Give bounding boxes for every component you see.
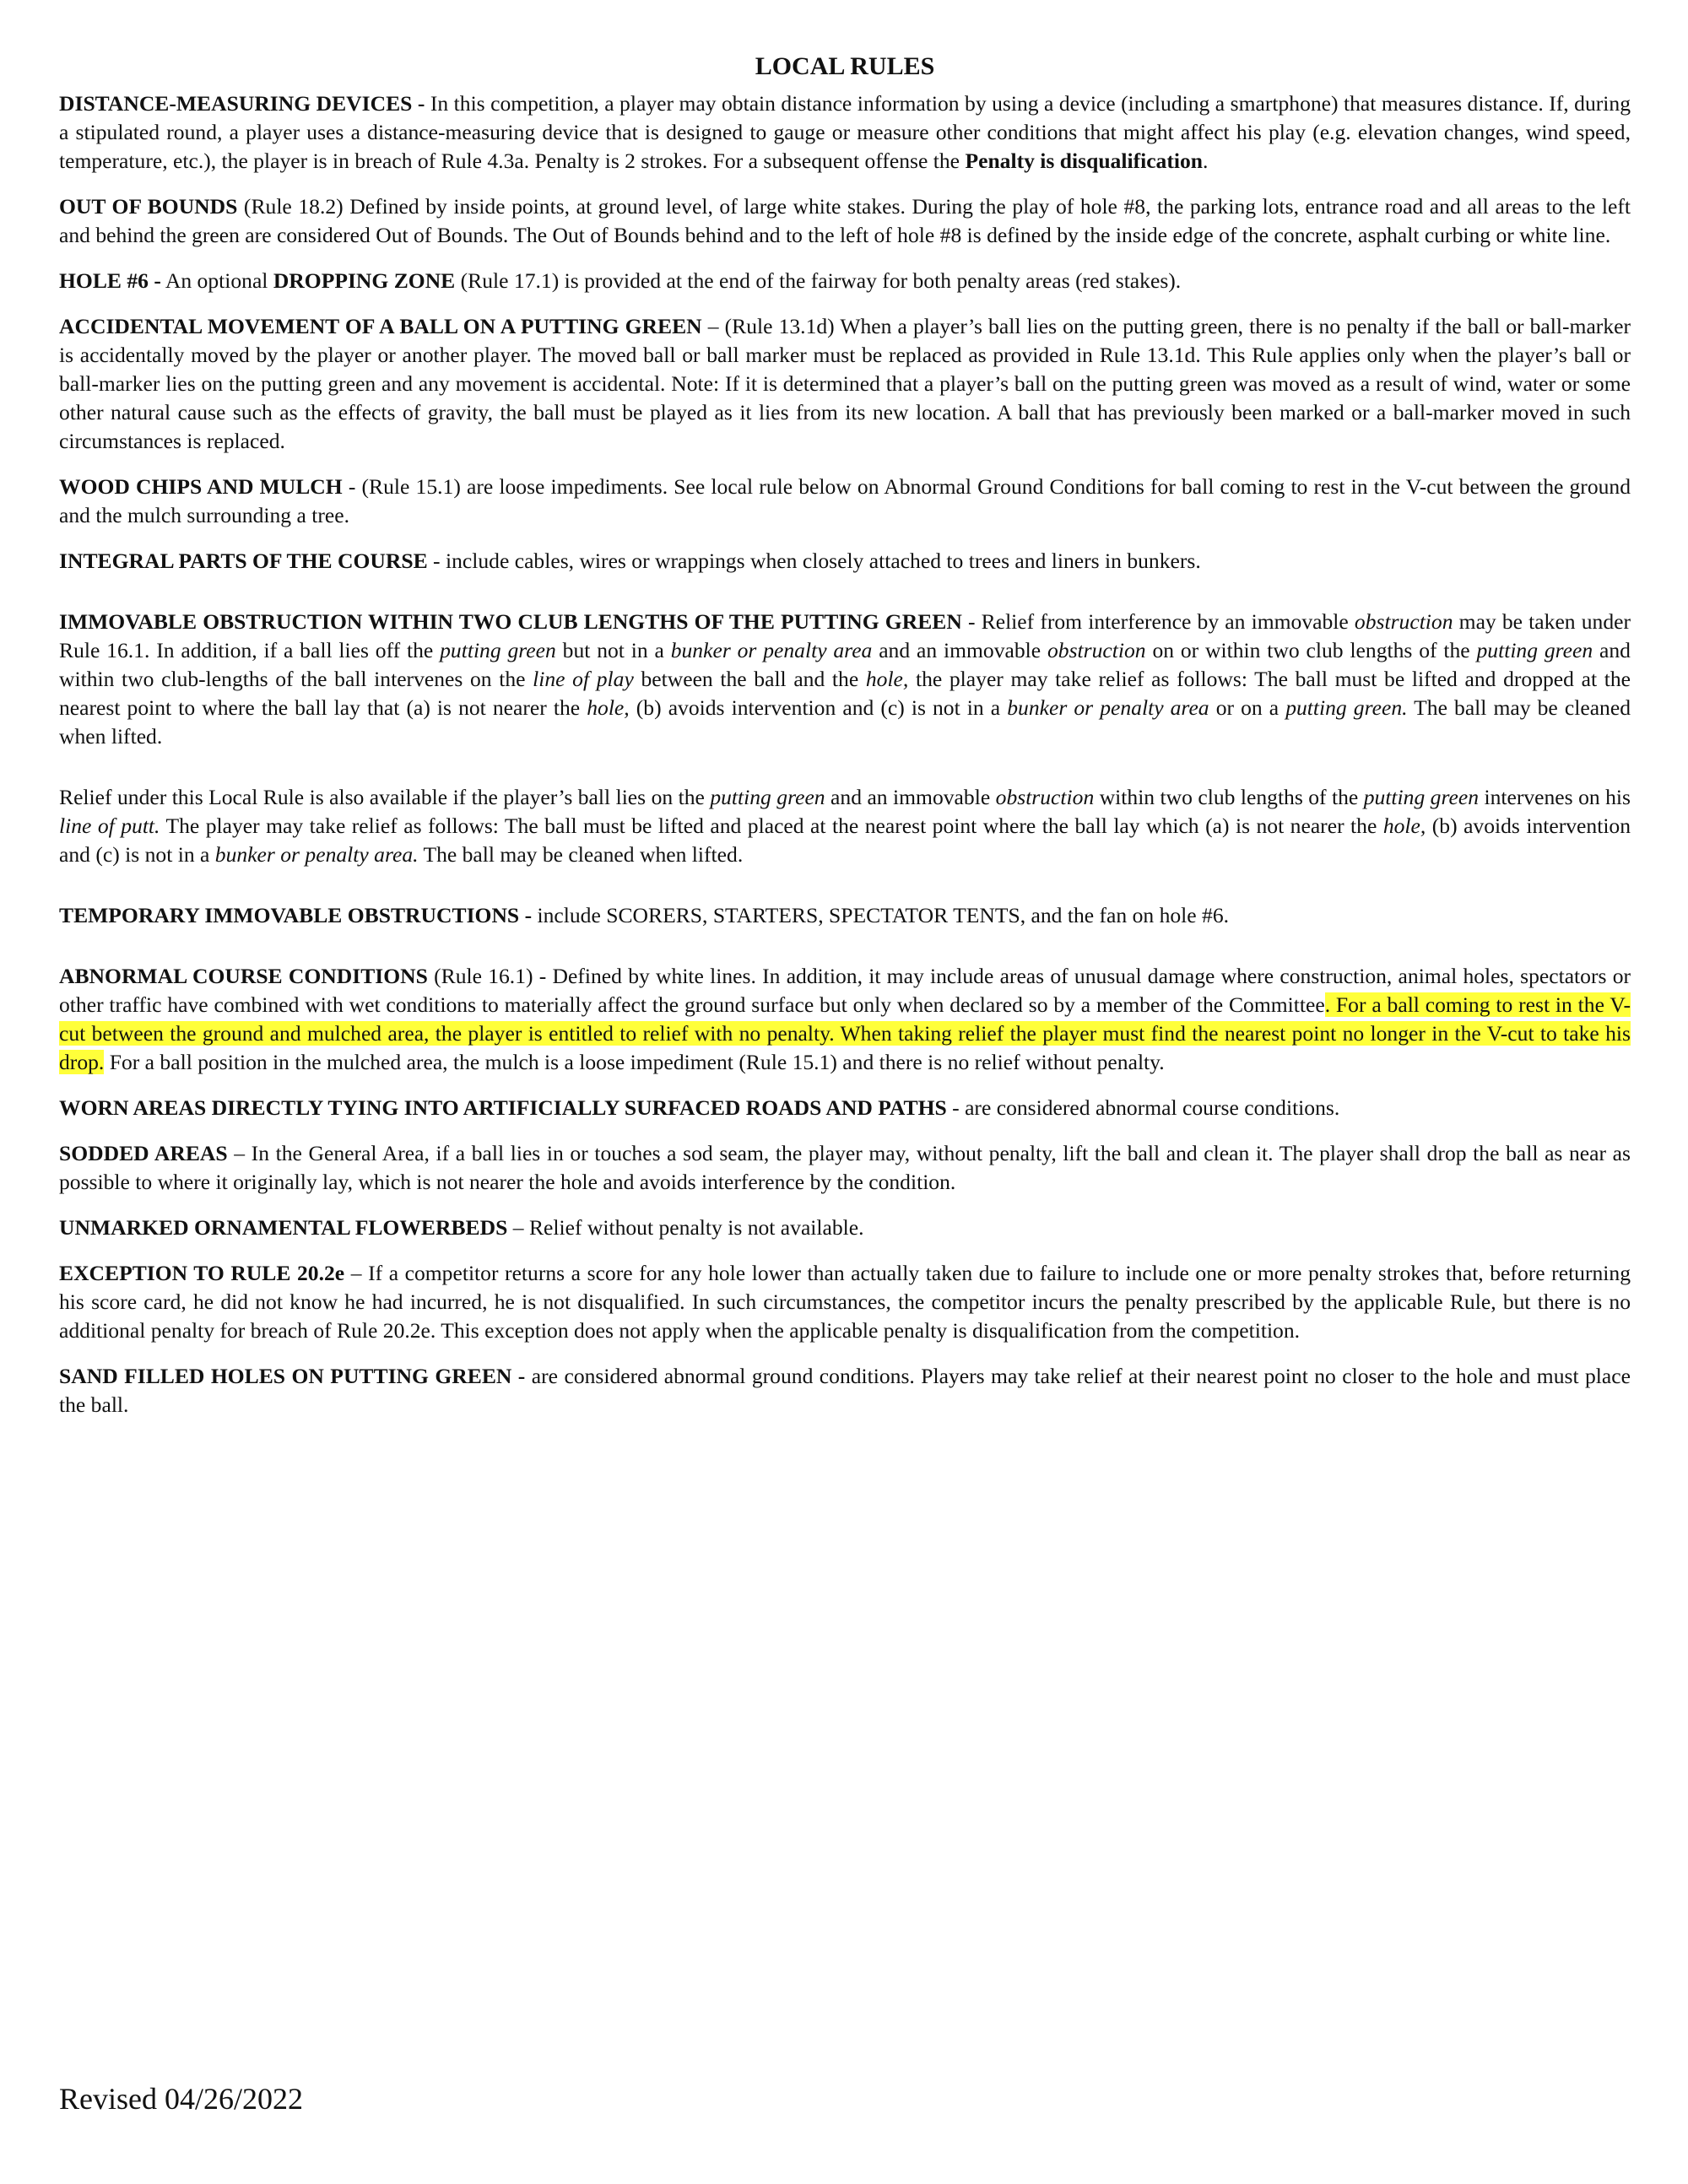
rule-term: putting green <box>710 785 825 809</box>
rule-heading: EXCEPTION TO RULE 20.2e <box>59 1261 345 1285</box>
rule-term: line of play <box>533 667 634 691</box>
rule-term: obstruction <box>1354 609 1453 634</box>
rule-exception-20-2e <box>59 1259 1631 1345</box>
rule-text: - are considered abnormal course conditions. <box>946 1095 1340 1120</box>
rule-term: putting green. <box>1285 695 1408 720</box>
rule-text: within two club lengths of the <box>1094 785 1364 809</box>
local-rules-document <box>59 52 1631 1436</box>
rule-heading: ABNORMAL COURSE CONDITIONS <box>59 964 428 988</box>
rule-text: and an immovable <box>872 638 1047 662</box>
rule-text-end: . <box>1203 149 1209 173</box>
rule-immovable-obstruction <box>59 608 1631 751</box>
rule-text: between the ball and the <box>633 667 866 691</box>
rule-sand-filled-holes <box>59 1362 1631 1419</box>
rule-unmarked-flowerbeds <box>59 1214 1631 1242</box>
rule-heading: TEMPORARY IMMOVABLE OBSTRUCTIONS - <box>59 903 533 927</box>
rule-text: For a ball position in the mulched area, the mulch is a loose impediment (Rule 15.1) and there is no relief without penalty. <box>104 1050 1165 1074</box>
rule-heading: HOLE #6 - <box>59 268 161 293</box>
rule-text: (b) avoids intervention and (c) is not in a <box>629 695 1008 720</box>
rule-hole-6 <box>59 267 1631 295</box>
rule-text: on or within two club lengths of the <box>1145 638 1477 662</box>
rule-heading: IMMOVABLE OBSTRUCTION WITHIN TWO CLUB LENGTHS OF THE PUTTING GREEN <box>59 609 962 634</box>
rule-relief-putting-green <box>59 783 1631 869</box>
rule-penalty: Penalty is disqualification <box>965 149 1204 173</box>
rule-text: - (Rule 15.1) are loose impediments. See local rule below on Abnormal Ground Conditions for ball coming to rest in the V-cut between the ground and the mulch surrounding a tree. <box>59 474 1631 527</box>
rule-term: bunker or penalty area. <box>214 842 419 867</box>
rule-abnormal-course-conditions <box>59 962 1631 1077</box>
rule-text: – In the General Area, if a ball lies in or touches a sod seam, the player may, without penalty, lift the ball and clean it. The player shall drop the ball as near as possible to where it originally lay, which is not nearer the hole and avoids interference by the condition. <box>59 1141 1631 1194</box>
rule-text: The ball may be cleaned when lifted. <box>418 842 744 867</box>
rule-text: – (Rule 13.1d) When a player’s ball lies on the putting green, there is no penalty if the ball or ball-marker is accidentally moved by the player or another player. The moved ball or ball marker must be replaced as provided in Rule 13.1d. This Rule applies only when the player’s ball or ball-marker lies on the putting green and any movement is accidental. Note: If it is determined that a player’s ball on the putting green was moved as a result of wind, water or some other natural cause such as the effects of gravity, the ball must be played as it lies from its new location. A ball that has previously been marked or a ball-marker moved in such circumstances is replaced. <box>59 314 1631 453</box>
rule-sodded-areas <box>59 1139 1631 1197</box>
rule-text: (Rule 18.2) Defined by inside points, at ground level, of large white stakes. During the play of hole #8, the parking lots, entrance road and all areas to the left and behind the green are considered Out of Bounds. The Out of Bounds behind and to the left of hole #8 is defined by the inside edge of the concrete, asphalt curbing or white line. <box>59 194 1631 247</box>
rule-term: bunker or penalty area <box>670 638 873 662</box>
rule-text: but not in a <box>555 638 671 662</box>
highlighted-text: . For a ball coming to rest in the V-cut between the ground and mulched area, the player is entitled to relief with no penalty. When taking relief the player must find the nearest point no longer in the V-cut to take his drop. <box>59 992 1631 1074</box>
rule-text: the player may take relief as follows: The ball must be lifted and dropped at the nearest point to where the ball lay that (a) is not nearer the <box>59 667 1631 720</box>
rule-worn-areas <box>59 1094 1631 1122</box>
rule-text: An optional <box>160 268 273 293</box>
rule-heading: OUT OF BOUNDS <box>59 194 238 219</box>
rule-term: putting green <box>1363 785 1480 809</box>
rule-term: putting green <box>440 638 556 662</box>
rule-term: hole, <box>1382 814 1426 838</box>
rule-text: – Relief without penalty is not available. <box>507 1215 864 1240</box>
rule-text: In this competition, a player may obtain distance information by using a device (including a smartphone) that measures distance. If, during a stipulated round, a player uses a distance-measuring device that is designed to gauge or measure other conditions that might affect his play (e.g. elevation changes, wind speed, temperature, etc.), the player is in breach of Rule 4.3a. Penalty is 2 strokes. For a subsequent offense the <box>59 91 1631 173</box>
rule-text: (Rule 17.1) is provided at the end of the fairway for both penalty areas (red stakes). <box>455 268 1182 293</box>
rule-text: (Rule 16.1) - Defined by white lines. In addition, it may include areas of unusual damage where construction, animal holes, spectators or other traffic have combined with wet conditions to materially affect the ground surface but only when declared so by a member of the Committee <box>59 964 1631 1017</box>
rule-text: may be taken under Rule 16.1. In addition, if a ball lies off the <box>59 609 1631 662</box>
rule-term: hole, <box>587 695 630 720</box>
rule-text: – If a competitor returns a score for any hole lower than actually taken due to failure to include one or more penalty strokes that, before returning his score card, he did not know he had incurred, he is not disqualified. In such circumstances, the competitor incurs the penalty prescribed by the applicable Rule, but there is no additional penalty for breach of Rule 20.2e. This exception does not apply when the applicable penalty is disqualification from the competition. <box>59 1261 1631 1343</box>
rule-text: and an immovable <box>825 785 996 809</box>
rule-out-of-bounds <box>59 192 1631 250</box>
rule-term: putting green <box>1476 638 1593 662</box>
rule-term: obstruction <box>995 785 1095 809</box>
rule-heading: ACCIDENTAL MOVEMENT OF A BALL ON A PUTTING GREEN <box>59 314 702 338</box>
rule-term: bunker or penalty area <box>1007 695 1209 720</box>
rule-accidental-movement <box>59 312 1631 456</box>
revised-date: Revised 04/26/2022 <box>59 2082 303 2116</box>
rule-distance-measuring-devices <box>59 89 1631 176</box>
rule-text: (b) avoids intervention and (c) is not in a <box>59 814 1631 867</box>
rule-text: Relief under this Local Rule is also available if the player’s ball lies on the <box>59 785 711 809</box>
rule-wood-chips-mulch <box>59 473 1631 530</box>
rule-heading: WORN AREAS DIRECTLY TYING INTO ARTIFICIALLY SURFACED ROADS AND PATHS <box>59 1095 947 1120</box>
rule-integral-parts <box>59 547 1631 576</box>
rule-heading: INTEGRAL PARTS OF THE COURSE <box>59 549 428 573</box>
rule-text: The ball may be cleaned when lifted. <box>59 695 1631 749</box>
rule-heading: UNMARKED ORNAMENTAL FLOWERBEDS <box>59 1215 508 1240</box>
rule-term: line of putt. <box>59 814 160 838</box>
rule-term: hole, <box>865 667 909 691</box>
rule-heading: WOOD CHIPS AND MULCH <box>59 474 343 499</box>
rule-text: are considered abnormal ground conditions. Players may take relief at their nearest point no closer to the hole and must place the ball. <box>59 1364 1631 1417</box>
rule-heading: DISTANCE-MEASURING DEVICES - <box>59 91 425 116</box>
rule-text: intervenes on his <box>1479 785 1631 809</box>
rule-heading: SODDED AREAS <box>59 1141 228 1165</box>
rule-text: and within two club-lengths of the ball intervenes on the <box>59 638 1631 691</box>
rule-heading: SAND FILLED HOLES ON PUTTING GREEN - <box>59 1364 526 1388</box>
rule-text: The player may take relief as follows: The ball must be lifted and placed at the nearest point where the ball lay which (a) is not nearer the <box>160 814 1383 838</box>
rule-temporary-immovable-obstructions <box>59 901 1631 930</box>
page-title: LOCAL RULES <box>755 52 935 80</box>
rule-text: include SCORERS, STARTERS, SPECTATOR TENTS, and the fan on hole #6. <box>532 903 1230 927</box>
rule-term: obstruction <box>1047 638 1146 662</box>
rule-text: - include cables, wires or wrappings when closely attached to trees and liners in bunkers. <box>427 549 1201 573</box>
rule-text: - Relief from interference by an immovable <box>961 609 1355 634</box>
rule-text: or on a <box>1209 695 1286 720</box>
rule-dropping-zone: DROPPING ZONE <box>273 268 456 293</box>
